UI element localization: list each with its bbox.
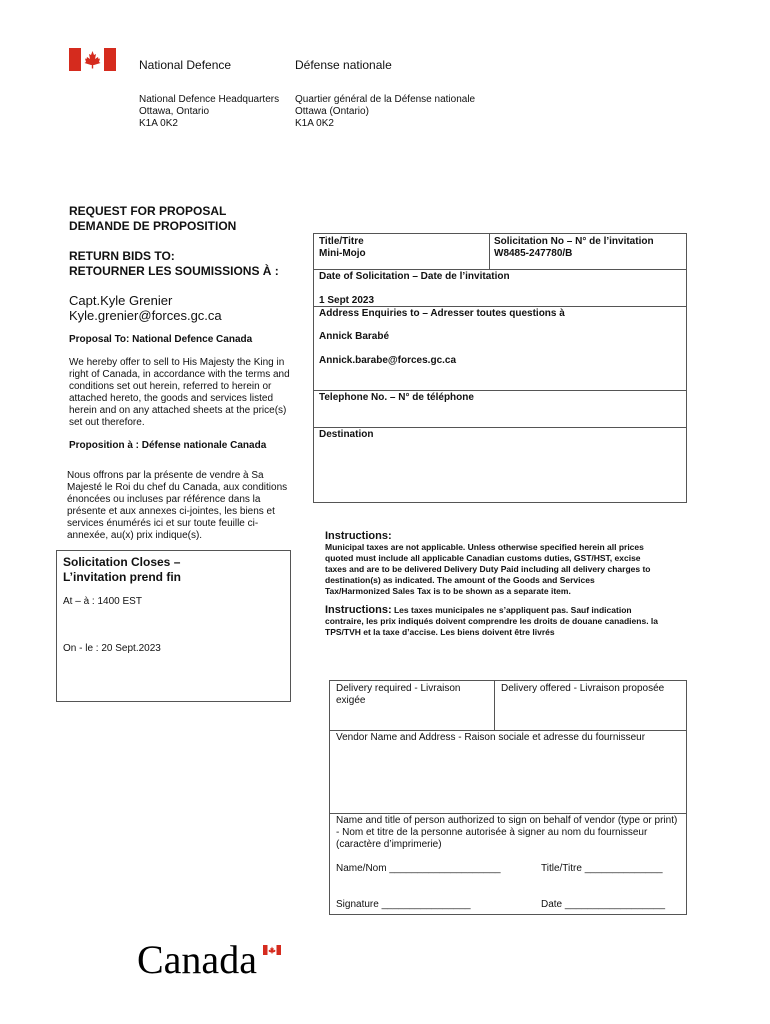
vendor-name-address: Vendor Name and Address - Raison sociale et adresse du fournisseur: [336, 732, 646, 743]
delivery-required: Delivery required - Livraison exigée: [336, 683, 461, 706]
name-field: Name/Nom ____________________: [336, 863, 501, 874]
instructions-heading-en: Instructions:: [325, 530, 392, 542]
wordmark-flag-icon: [263, 942, 281, 952]
enquiries-label: Address Enquiries to – Adresser toutes questions à: [319, 308, 565, 319]
address-fr: Quartier général de la Défense nationale Ottawa (Ontario) K1A 0K2: [295, 94, 476, 129]
solicitation-label: Solicitation No – N° de l’invitation: [494, 236, 654, 247]
closes-at: At – à : 1400 EST: [63, 596, 142, 607]
proposition-fr: Proposition à : Défense nationale Canada: [69, 440, 267, 451]
title-value: Mini-Mojo: [319, 248, 366, 259]
instructions-text-fr: Les taxes municipales ne s’appliquent pas. Sauf indication contraire, les prix indiqués doivent comprendre les droits de douane canadiens. la TPS/TVH et la taxe d’accise. Les biens doivent être livrés: [325, 605, 659, 637]
vendor-section-box: [329, 680, 687, 915]
canada-flag-logo: [69, 48, 116, 71]
rfp-title: REQUEST FOR PROPOSAL DEMANDE DE PROPOSITION: [69, 204, 237, 233]
destination-label: Destination: [319, 429, 374, 440]
solicitation-date-label: Date of Solicitation – Date de l’invitation: [319, 271, 510, 282]
authorized-person: Name and title of person authorized to sign on behalf of vendor (type or print) - Nom et titre de la personne autorisée à signer au nom du fournisseur (caractère d’imprimerie): [336, 815, 678, 850]
date-field: Date __________________: [541, 899, 666, 910]
delivery-offered: Delivery offered - Livraison proposée: [501, 683, 665, 694]
closes-on: On - le : 20 Sept.2023: [63, 643, 161, 654]
instructions-text-en: Municipal taxes are not applicable. Unless otherwise specified herein all prices quoted must include all applicable Canadian customs duties, GST/HST, excise taxes and are to be delivered Delivery Duty Paid including all delivery charges to destination(s) as indicated. The amount of the Goods and Services Tax/Harmonized Sales Tax is to be shown as a separate item.: [325, 542, 651, 596]
proposal-to: Proposal To: National Defence Canada: [69, 334, 253, 345]
offer-text-en: We hereby offer to sell to His Majesty the King in right of Canada, in accordance with the terms and conditions set out herein, referred to herein or attached hereto, the goods and services listed herein and on any attached sheets at the price(s) set out therefore.: [69, 357, 290, 428]
signature-field: Signature ________________: [336, 899, 471, 910]
canada-wordmark: Canada: [137, 937, 257, 982]
title-label: Title/Titre: [319, 236, 364, 247]
instructions-fr: [325, 605, 660, 638]
address-en: National Defence Headquarters Ottawa, Ontario K1A 0K2: [139, 94, 280, 129]
dept-name-fr: Défense nationale: [295, 58, 392, 72]
solicitation-number: W8485-247780/B: [494, 248, 573, 259]
title-field: Title/Titre ______________: [541, 863, 663, 874]
closes-title: Solicitation Closes – L’invitation prend fin: [63, 555, 181, 584]
telephone-label: Telephone No. – N° de téléphone: [319, 392, 474, 403]
enquiries-email: Annick.barabe@forces.gc.ca: [319, 355, 457, 366]
solicitation-date: 1 Sept 2023: [319, 295, 375, 306]
return-bids-title: RETURN BIDS TO: RETOURNER LES SOUMISSIONS À :: [69, 249, 279, 278]
enquiries-name: Annick Barabé: [319, 331, 390, 342]
contact-info: Capt.Kyle Grenier Kyle.grenier@forces.gc.ca: [69, 293, 222, 323]
offer-text-fr: Nous offrons par la présente de vendre à Sa Majesté le Roi du chef du Canada, aux conditions énoncées ou incluses par référence dans la présente et aux annexes ci-jointes, les biens et services énumérés ici et sur toute feuille ci-annexée, au(x) prix indique(s).: [67, 470, 288, 541]
instructions-heading-fr: Instructions:: [325, 604, 392, 616]
dept-name-en: National Defence: [139, 58, 232, 72]
